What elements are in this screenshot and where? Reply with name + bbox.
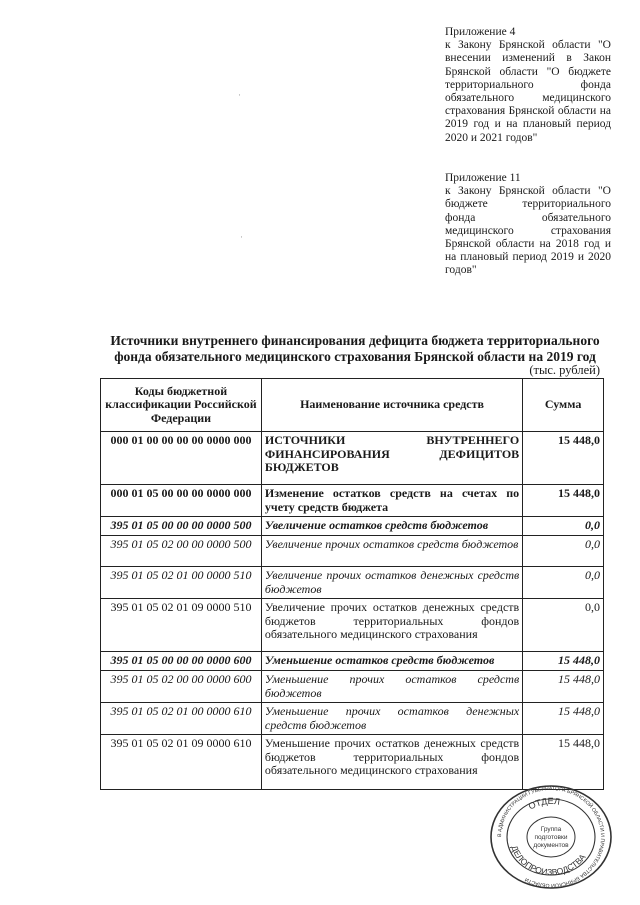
row-sum: 15 448,0 <box>523 652 604 671</box>
table-header-row <box>101 379 604 432</box>
table-row <box>101 567 604 599</box>
row-sum: 15 448,0 <box>523 735 604 790</box>
row-name: Изменение остатков средств на счетах по учету средств бюджета <box>261 485 522 517</box>
appendix-11-block <box>445 172 611 278</box>
row-code: 395 01 05 02 01 00 0000 510 <box>101 567 262 599</box>
row-code: 395 01 05 00 00 00 0000 600 <box>101 652 262 671</box>
row-name: Уменьшение прочих остатков денежных средств бюджетов <box>261 703 522 735</box>
row-name: Уменьшение остатков средств бюджетов <box>261 652 522 671</box>
row-sum: 0,0 <box>523 599 604 652</box>
document-title: Источники внутреннего финансирования дефицита бюджета территориального фонда обязательного медицинского страхования Брянской области на 2019 год <box>110 333 600 364</box>
row-code: 000 01 05 00 00 00 0000 000 <box>101 485 262 517</box>
stamp-bottom-text: ДЕЛОПРОИЗВОДСТВА <box>509 843 588 878</box>
office-stamp <box>488 784 614 890</box>
row-name: Увеличение остатков средств бюджетов <box>261 517 522 536</box>
row-code: 395 01 05 02 01 09 0000 610 <box>101 735 262 790</box>
appendix-11-text: к Закону Брянской области "О бюджете территориального фонда обязательного медицинского страхования Брянской области на 2018 год и на плановый период 2019 и 2020 годов" <box>445 185 611 277</box>
stamp-ring-text: В АДМИНИСТРАЦИИ ГУБЕРНАТОРА БРЯНСКОЙ ОБЛАСТИ И ПРАВИТЕЛЬСТВА БРЯНСКОЙ ОБЛАСТИ <box>496 785 606 889</box>
financing-sources-table <box>100 378 604 790</box>
row-sum: 15 448,0 <box>523 485 604 517</box>
table-row <box>101 735 604 790</box>
header-name: Наименование источника средств <box>261 379 522 432</box>
row-code: 000 01 00 00 00 00 0000 000 <box>101 432 262 485</box>
row-code: 395 01 05 02 00 00 0000 600 <box>101 671 262 703</box>
row-name: Увеличение прочих остатков денежных средств бюджетов <box>261 567 522 599</box>
row-code: 395 01 05 02 00 00 0000 500 <box>101 536 262 567</box>
table-row <box>101 536 604 567</box>
row-name: Увеличение прочих остатков средств бюджетов <box>261 536 522 567</box>
row-code: 395 01 05 00 00 00 0000 500 <box>101 517 262 536</box>
row-name: Уменьшение прочих остатков средств бюджетов <box>261 671 522 703</box>
stamp-top-text: ОТДЕЛ <box>526 795 561 812</box>
scan-speck: · <box>238 90 241 100</box>
appendix-4-text: к Закону Брянской области "О внесении изменений в Закон Брянской области "О бюджете территориального фонда обязательного медицинского страхования Брянской области на 2019 год и на плановый период 2020 и 2021 годов" <box>445 39 611 144</box>
stamp-center-line: Группа <box>540 826 562 833</box>
stamp-center-line: документов <box>533 842 569 849</box>
units-label: (тыс. рублей) <box>529 363 600 377</box>
header-sum: Сумма <box>523 379 604 432</box>
table-row <box>101 517 604 536</box>
row-name: ИСТОЧНИКИ ВНУТРЕННЕГО ФИНАНСИРОВАНИЯ ДЕФИЦИТОВ БЮДЖЕТОВ <box>261 432 522 485</box>
table-row <box>101 599 604 652</box>
appendix-4-block <box>445 26 611 145</box>
stamp-center-line: подготовки <box>534 834 568 841</box>
table-row <box>101 703 604 735</box>
table-row <box>101 652 604 671</box>
row-sum: 0,0 <box>523 517 604 536</box>
row-name: Увеличение прочих остатков денежных средств бюджетов территориальных фондов обязательного медицинского страхования <box>261 599 522 652</box>
appendix-4-heading: Приложение 4 <box>445 26 516 38</box>
table-row <box>101 671 604 703</box>
row-sum: 15 448,0 <box>523 703 604 735</box>
row-sum: 0,0 <box>523 567 604 599</box>
row-sum: 15 448,0 <box>523 432 604 485</box>
row-name: Уменьшение прочих остатков денежных средств бюджетов территориальных фондов обязательного медицинского страхования <box>261 735 522 790</box>
header-codes: Коды бюджетной классификации Российской Федерации <box>101 379 262 432</box>
row-code: 395 01 05 02 01 00 0000 610 <box>101 703 262 735</box>
row-sum: 15 448,0 <box>523 671 604 703</box>
table-row <box>101 432 604 485</box>
scan-speck: · <box>240 232 243 242</box>
row-sum: 0,0 <box>523 536 604 567</box>
table-row <box>101 485 604 517</box>
row-code: 395 01 05 02 01 09 0000 510 <box>101 599 262 652</box>
appendix-11-heading: Приложение 11 <box>445 172 521 184</box>
